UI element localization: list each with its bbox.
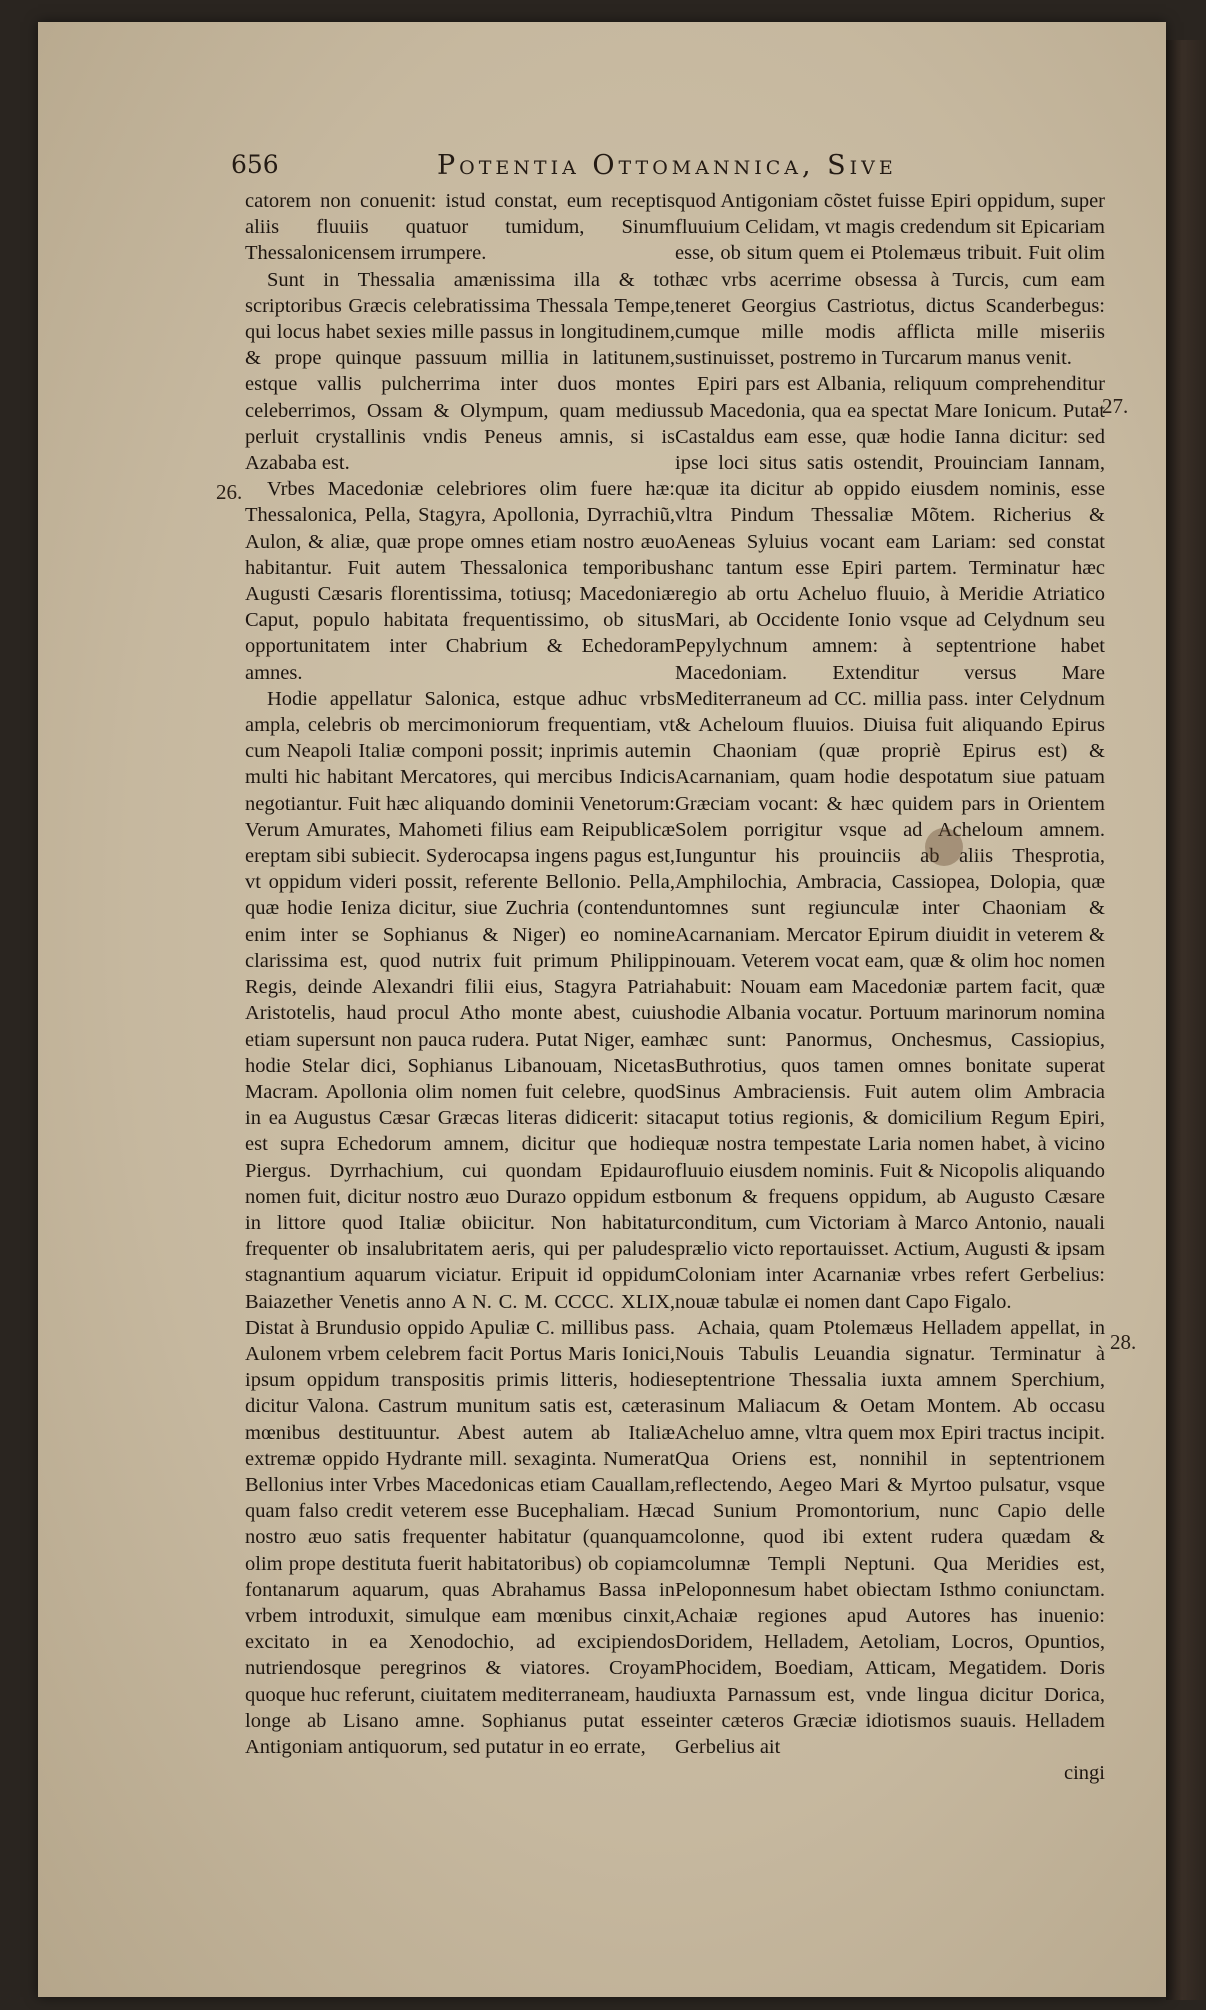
left-paragraph: Hodie appellatur Salonica, estque adhuc vrbs ampla, celebris ob mercimoniorum frequentiam, vt cum Neapoli Italiæ componi possit; inprimis autem multi hic habitant Mercatores, qui mercibus Indicis negotiantur. Fuit hæc aliquando dominii Venetorum: Verum Amurates, Mahometi filius eam Reipublicæ ereptam sibi subiecit. Syderocapsa ingens pagus est, vt oppidum videri possit, referente Bellonio. Pella, quæ hodie Ieniza dicitur, siue Zuchria (contendunt enim inter se Sophianus & Niger) eo nomine clarissima est, quod nutrix fuit primum Philippi Regis, deinde Alexandri filii eius, Stagyra Patria Aristotelis, haud procul Atho monte abest, cuius etiam supersunt non pauca rudera. Putat Niger, eam hodie Stelar dici, Sophianus Libanouam, Nicetas Macram. Apollonia olim nomen fuit celebre, quod in ea Augustus Cæsar Græcas literas didicerit: sita est supra Echedorum amnem, dicitur que hodie Piergus. Dyrrhachium, cui quondam Epidauro nomen fuit, dicitur nostro æuo Durazo oppidum est in littore quod Italiæ obiicitur. Non habitatur frequenter ob insalubritatem aeris, qui per paludes stagnantium aquarum viciatur. Eripuit id oppidum Baiazether Venetis anno A N. C. M. CCCC. XLIX, Distat à Brundusio oppido Apuliæ C. millibus pass. Aulonem vrbem celebrem facit Portus Maris Ionici, ipsum oppidum transpositis primis litteris, hodie dicitur Valona. Castrum munitum satis est, cætera mœnibus destituuntur. Abest autem ab Italiæ extremæ oppido Hydrante mill. sexaginta. Numerat Bellonius inter Vrbes Macedonicas etiam Cauallam, quam falso credit veterem esse Bucephaliam. Hæc nostro æuo satis frequenter habitatur (quanquam olim prope destituta fuerit habitatoribus) ob copiam fontanarum aquarum, quas Abrahamus Bassa in vrbem introduxit, simulque eam mœnibus cinxit, excitato in ea Xenodochio, ad excipiendos nutriendosque peregrinos & viatores. Croyam quoque huc referunt, ciuitatem mediterraneam, haud longe ab Lisano amne. Sophianus putat esse Antigoniam antiquorum, sed putatur in eo errate, (245, 687, 675, 1758)
book-spine-edge (1166, 40, 1206, 2000)
page-number: 656 (231, 150, 279, 179)
right-paragraph: quod Antigoniam cõstet fuisse Epiri oppidum, super fluuium Celidam, vt magis credendum sit Epicariam esse, ob situm quem ei Ptolemæus tribuit. Fuit olim hæc vrbs acerrime obsessa à Turcis, cum eam teneret Georgius Castriotus, dictus Scanderbegus: cumque mille modis afflicta mille miseriis sustinuisset, postremo in Turcarum manus venit. (675, 190, 1105, 370)
margin-number-26: 26. (216, 480, 243, 504)
page-header (231, 150, 951, 190)
catchword: cingi (1064, 1762, 1105, 1785)
left-paragraph: Sunt in Thessalia amænissima illa & tot scriptoribus Græcis celebratissima Thessala Tempe, qui locus habet sexies mille passus in longitudinem, & prope quinque passuum millia in latitunem, estque vallis pulcherrima inter duos montes celeberrimos, Ossam & Olympum, quam medius perluit crystallinis vndis Peneus amnis, si is Azababa est. (245, 268, 675, 475)
right-paragraph: Epiri pars est Albania, reliquum comprehenditur sub Macedonia, qua ea spectat Mare Ionicum. Putat Castaldus eam esse, quæ hodie Ianna dicitur: sed ipse loci situs satis ostendit, Prouinciam Iannam, quæ ita dicitur ab oppido eiusdem nominis, esse vltra Pindum Thessaliæ Mõtem. Richerius & Aeneas Syluius vocant eam Lariam: sed constat hanc tantum esse Epiri partem. Terminatur hæc regio ab ortu Acheluo fluuio, à Meridie Atriatico Mari, ab Occidente Ionio vsque ad Celydnum seu Pepylychnum amnem: à septentrione habet Macedoniam. Extenditur versus Mare Mediterraneum ad CC. millia pass. inter Celydnum & Acheloum fluuios. Diuisa fuit aliquando Epirus in Chaoniam (quæ propriè Epirus est) & Acarnaniam, quam hodie despotatum siue patuam Græciam vocant: & hæc quidem pars in Orientem Solem porrigitur vsque ad Acheloum amnem. Iunguntur his prouinciis ab aliis Thesprotia, Amphilochia, Ambracia, Cassiopea, Dolopia, quæ omnes sunt regiunculæ inter Chaoniam & Acarnaniam. Mercator Epirum diuidit in veterem & nouam. Veterem vocat eam, quæ & olim hoc nomen habuit: Nouam eam Macedoniæ partem facit, quæ hodie Albania vocatur. Portuum marinorum nomina hæc sunt: Panormus, Onchesmus, Cassiopius, Buthrotius, quos tamen omnes bonitate superat Sinus Ambraciensis. Fuit autem olim Ambracia caput totius regionis, & domicilium Regum Epiri, quæ nostra tempestate Laria nomen habet, à vicino fluuio eiusdem nominis. Fuit & Nicopolis aliquando bonum & frequens oppidum, ab Augusto Cæsare conditum, cum Victoriam à Marco Antonio, nauali prælio victo reportauisset. Actium, Augusti & ipsam Coloniam inter Acarnaniæ vrbes refert Gerbelius: nouæ tabulæ ei nomen dant Capo Figalo. (675, 373, 1105, 1313)
right-paragraph: Achaia, quam Ptolemæus Helladem appellat, in Nouis Tabulis Leuandia signatur. Terminatur à septentrione Thessalia iuxta amnem Sperchium, sinum Maliacum & Oetam Montem. Ab occasu Acheluo amne, vltra quem mox Epiri tractus incipit. Qua Oriens est, nonnihil in septentrionem reflectendo, Aegeo Mari & Myrtoo pulsatur, vsque ad Sunium Promontorium, nunc Capio delle colonne, quod ibi extent rudera quædam & columnæ Templi Neptuni. Qua Meridies est, Peloponnesum habet obiectam Isthmo coniunctam. Achaiæ regiones apud Autores has inuenio: Doridem, Helladem, Aetoliam, Locros, Opuntios, Phocidem, Boediam, Atticam, Megatidem. Doris iuxta Parnassum est, vnde lingua dicitur Dorica, inter cæteros Græciæ idiotismos suauis. Helladem Gerbelius ait (675, 1316, 1105, 1758)
ink-stain (925, 828, 963, 866)
margin-number-28: 28. (1110, 1330, 1137, 1354)
margin-number-27: 27. (1102, 394, 1129, 418)
left-paragraph: Vrbes Macedoniæ celebriores olim fuere hæ: Thessalonica, Pella, Stagyra, Apollonia, Dyrrachiũ, Aulon, & aliæ, quæ prope omnes etiam nostro æuo habitantur. Fuit autem Thessalonica temporibus Augusti Cæsaris florentissima, totiusq; Macedoniæ Caput, populo habitata frequentissimo, ob situs opportunitatem inter Chabrium & Echedoram amnes. (245, 478, 675, 684)
running-title: Potentia Ottomannica, Sive (437, 150, 897, 181)
left-column (245, 188, 675, 1760)
left-paragraph: catorem non conuenit: istud constat, eum receptis aliis fluuiis quatuor tumidum, Sinum Thessalonicensem irrumpere. (245, 190, 675, 265)
right-column (675, 188, 1105, 1786)
